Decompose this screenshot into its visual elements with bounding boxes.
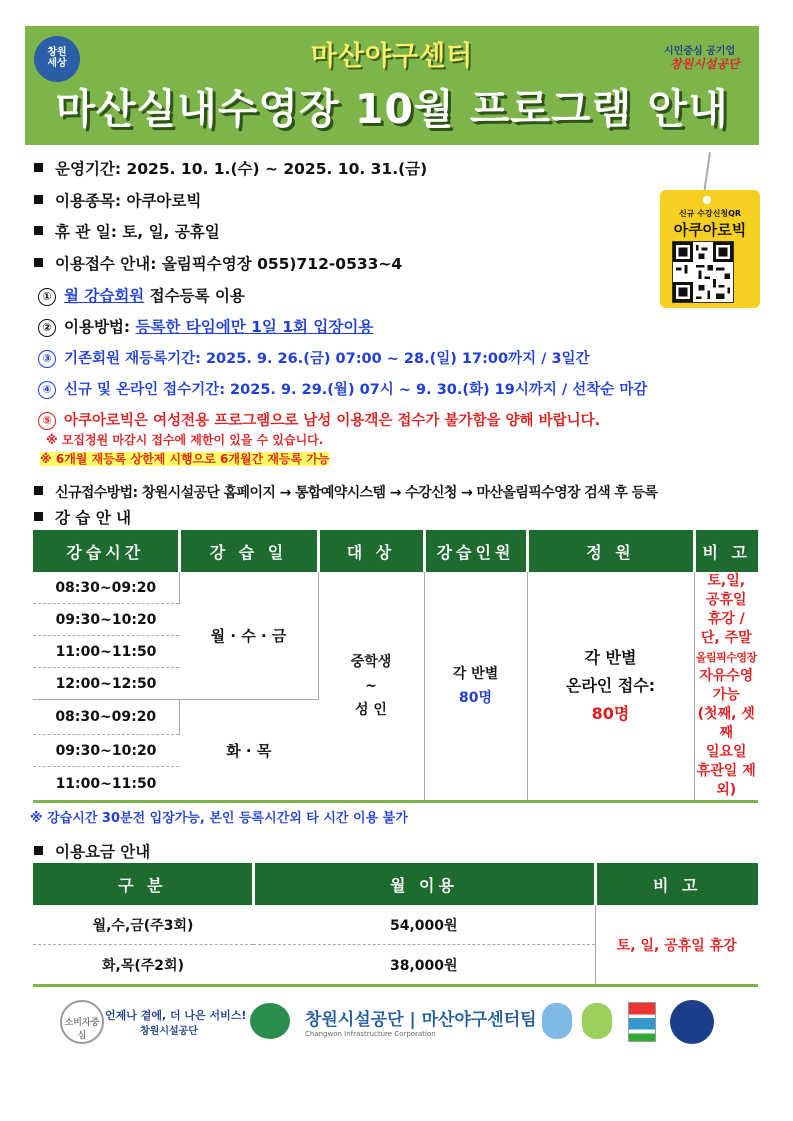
- col-monthly: 월 이용: [253, 863, 595, 905]
- fee-table: [33, 863, 758, 987]
- col-days: 강 습 일: [179, 530, 318, 572]
- header-corp-logo: 창원시설공단: [670, 57, 740, 71]
- fee-type: 월,수,금(주3회): [33, 905, 253, 945]
- footer-slogan: 언제나 곁에, 더 나은 서비스!: [105, 1009, 247, 1022]
- mascot-green-icon: [582, 1003, 612, 1039]
- page-title: 마산실내수영장 10월 프로그램 안내: [55, 85, 729, 133]
- qr-code-icon[interactable]: [672, 241, 734, 303]
- info-item-2: ② 이용방법: 등록한 타임에만 1일 1회 입장이용: [38, 315, 373, 337]
- bullet-icon: [34, 195, 43, 204]
- target-cell: 중학생 ~ 성 인: [318, 572, 424, 802]
- info-item-4: ④ 신규 및 온라인 접수기간: 2025. 9. 29.(월) 07시 ~ 9. 30.(화) 19시까지 / 선착순 마감: [38, 378, 647, 399]
- usage-rule-link[interactable]: 등록한 타임에만 1일 1회 입장이용: [135, 318, 374, 336]
- qr-title: 아쿠아로빅: [673, 221, 747, 239]
- tag-hole: [703, 196, 711, 204]
- bullet-icon: [34, 226, 43, 235]
- footer-slogan-corp: 창원시설공단: [140, 1026, 198, 1037]
- col-target: 대 상: [318, 530, 424, 572]
- table-row: [33, 905, 758, 945]
- qr-caption: 신규 수강신청QR: [678, 209, 742, 218]
- fee-price: 38,000원: [253, 945, 595, 986]
- consumer-centered-icon: 소비자중심: [60, 1000, 104, 1044]
- circle-number-icon: ④: [38, 381, 56, 399]
- col-remark: 비 고: [694, 530, 758, 572]
- table-row: [33, 572, 758, 604]
- bullet-icon: [34, 258, 43, 267]
- info-signup-method: 신규접수방법: 창원시설공단 홈페이지 → 통합예약시스템 → 수강신청 → 마산올림픽수영장 검색 후 등록: [34, 482, 657, 502]
- bullet-icon: [34, 512, 43, 521]
- col-fee-remark: 비 고: [595, 863, 758, 905]
- time-cell: 08:30~09:20: [33, 572, 179, 604]
- class-heading: 강 습 안 내: [34, 506, 131, 528]
- time-cell: 09:30~10:20: [33, 604, 179, 636]
- size-cell: 각 반별 80명: [424, 572, 527, 802]
- bullet-icon: [34, 846, 43, 855]
- corp-emblem-icon: [250, 1003, 290, 1039]
- header-slogan: 시민중심 공기업: [664, 46, 736, 57]
- remark-cell: 토,일, 공휴일 휴강 / 단, 주말 올림픽수영장 자유수영 가능 (첫째, 셋째 일요일 휴관일 제외): [694, 572, 758, 802]
- info-item-1: ① 월 강습회원 접수등록 이용: [38, 284, 245, 306]
- days-tt: 화 · 목: [179, 700, 318, 802]
- col-type: 구 분: [33, 863, 253, 905]
- certification-flag-icon: [628, 1002, 656, 1042]
- info-reception: 이용접수 안내: 올림픽수영장 055)712-0533~4: [34, 252, 402, 274]
- footer-corp-name: 창원시설공단 | 마산야구센터팀: [305, 1010, 537, 1030]
- mascot-blue-icon: [542, 1003, 572, 1039]
- info-period: 운영기간: 2025. 10. 1.(수) ~ 2025. 10. 31.(금): [34, 157, 427, 179]
- time-cell: 12:00~12:50: [33, 668, 179, 700]
- info-item-5: ⑤ 아쿠아로빅은 여성전용 프로그램으로 남성 이용객은 접수가 불가함을 양해 바랍니다.: [38, 409, 600, 430]
- info-item-3: ③ 기존회원 재등록기간: 2025. 9. 26.(금) 07:00 ~ 28.(일) 17:00까지 / 3일간: [38, 347, 590, 368]
- bullet-icon: [34, 486, 43, 495]
- circle-number-icon: ③: [38, 350, 56, 368]
- time-cell: 11:00~11:50: [33, 636, 179, 668]
- info-closed: 휴 관 일: 토, 일, 공휴일: [34, 220, 220, 242]
- time-cell: 08:30~09:20: [33, 700, 179, 735]
- fee-type: 화,목(주2회): [33, 945, 253, 986]
- note-reregistration: ※ 6개월 재등록 상한제 시행으로 6개월간 재등록 가능: [40, 452, 330, 466]
- fee-remark: 토, 일, 공휴일 휴강: [595, 905, 758, 986]
- col-capacity: 정 원: [527, 530, 694, 572]
- header-subtitle: 마산야구센터: [310, 41, 474, 72]
- note-capacity: ※ 모집정원 마감시 접수에 제한이 있을 수 있습니다.: [46, 433, 324, 447]
- col-size: 강습인원: [424, 530, 527, 572]
- monthly-member-link[interactable]: 월 강습회원: [64, 287, 145, 305]
- footer-corp-en: Changwon Infrastructure Corporation: [305, 1030, 436, 1038]
- circle-number-icon: ⑤: [38, 412, 56, 430]
- human-rights-badge-icon: [670, 1000, 714, 1044]
- class-table-header: [33, 530, 758, 572]
- col-time: 강습시간: [33, 530, 179, 572]
- class-table: [33, 530, 758, 803]
- fee-price: 54,000원: [253, 905, 595, 945]
- logo-text: 창원 세상: [47, 47, 67, 69]
- info-event: 이용종목: 아쿠아로빅: [34, 189, 201, 211]
- circle-number-icon: ①: [38, 288, 56, 306]
- days-mwf: 월 · 수 · 금: [179, 572, 318, 700]
- circle-number-icon: ②: [38, 319, 56, 337]
- class-note: ※ 강습시간 30분전 입장가능, 본인 등록시간외 타 시간 이용 불가: [30, 811, 408, 826]
- fee-heading: 이용요금 안내: [34, 840, 150, 862]
- capacity-cell: 각 반별 온라인 접수: 80명: [527, 572, 694, 802]
- bullet-icon: [34, 163, 43, 172]
- time-cell: 11:00~11:50: [33, 767, 179, 802]
- fee-table-header: [33, 863, 758, 905]
- tag-string: [703, 152, 711, 194]
- time-cell: 09:30~10:20: [33, 735, 179, 767]
